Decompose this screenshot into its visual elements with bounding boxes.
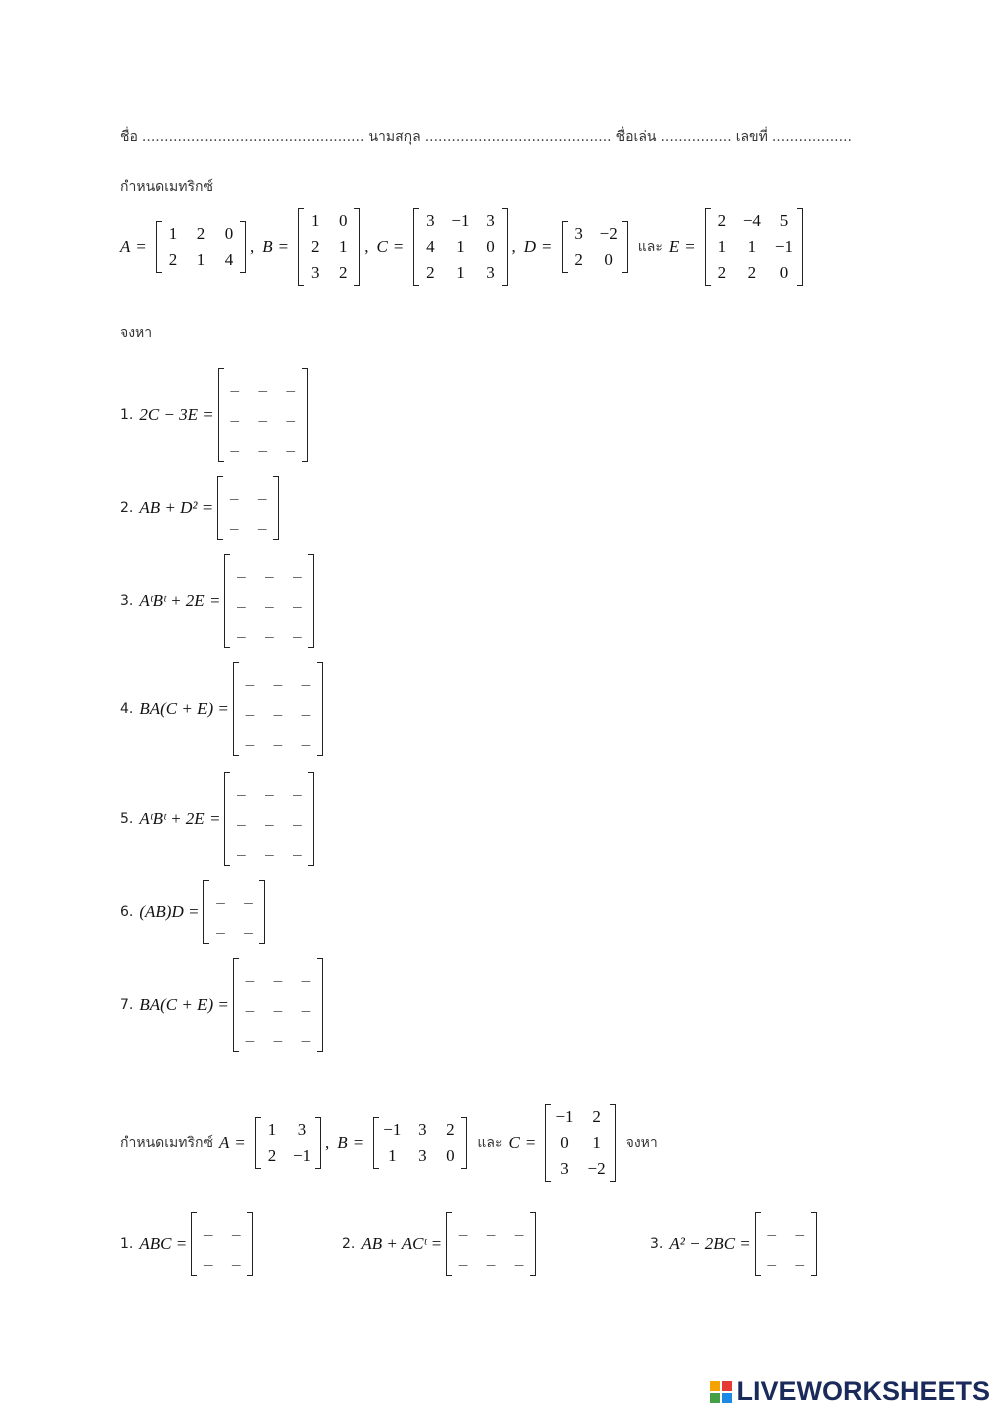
matrix-entry: 2 (338, 263, 348, 282)
answer-matrix[interactable] (233, 958, 323, 1052)
matrix-entry: 1 (338, 237, 348, 256)
answer-blank[interactable]: _ (293, 591, 302, 610)
surname-field[interactable]: .......................................... (424, 129, 612, 145)
matrix-entry: 1 (267, 1120, 277, 1139)
s2-question-1 (120, 1212, 257, 1276)
section2-definitions: กำหนดเมทริกซ์ A = 1 3 2 −1 , B = −1 3 2 1 3 0 และ C = −1 2 0 1 3 −2 จงหา (120, 1104, 658, 1182)
answer-blank[interactable]: _ (301, 669, 311, 688)
answer-blank[interactable]: _ (265, 779, 274, 798)
answer-blank[interactable]: _ (286, 435, 296, 454)
logo-square (722, 1393, 732, 1403)
matrix-entry: 1 (456, 263, 465, 282)
answer-matrix[interactable] (224, 772, 314, 866)
answer-blank[interactable]: _ (258, 405, 268, 424)
question-expression: 2C − 3E = (139, 405, 214, 424)
matrix-entry: 1 (310, 211, 320, 230)
matrix-entry: 0 (486, 237, 495, 256)
matrix-entry: 2 (717, 211, 727, 230)
answer-matrix[interactable] (446, 1212, 536, 1276)
answer-blank[interactable]: _ (293, 779, 302, 798)
section2-intro: กำหนดเมทริกซ์ (120, 1135, 213, 1151)
answer-blank[interactable]: _ (258, 375, 268, 394)
question-number: 1. (120, 407, 134, 423)
question-expression: BA(C + E) = (139, 699, 229, 718)
matrix-entry: 0 (446, 1146, 455, 1165)
matrix-entry: 1 (747, 237, 757, 256)
matrix-B2 (373, 1117, 467, 1169)
question-number: 2. (342, 1236, 356, 1252)
matrix-A (156, 221, 246, 273)
answer-blank[interactable]: _ (229, 483, 239, 502)
answer-blank[interactable]: _ (245, 965, 255, 984)
section2-find: จงหา (625, 1135, 658, 1151)
answer-blank[interactable]: _ (244, 917, 253, 936)
answer-matrix[interactable] (203, 880, 265, 944)
matrix-entry: 1 (456, 237, 465, 256)
answer-blank[interactable]: _ (245, 1025, 255, 1044)
question-expression: AB + D² = (139, 498, 214, 517)
matrix-E (705, 208, 803, 286)
logo-square (710, 1393, 720, 1403)
answer-matrix[interactable] (218, 368, 308, 462)
matrix-entry: 0 (779, 263, 789, 282)
matrix-entry: −2 (599, 224, 618, 243)
answer-blank[interactable]: _ (293, 839, 302, 858)
answer-blank[interactable]: _ (486, 1219, 496, 1238)
answer-blank[interactable]: _ (230, 435, 240, 454)
matrix-entry: 0 (604, 250, 613, 269)
answer-blank[interactable]: _ (237, 779, 246, 798)
matrix-entry: 0 (560, 1133, 569, 1152)
question-expression: (AB)D = (139, 902, 200, 921)
answer-blank[interactable]: _ (767, 1219, 777, 1238)
answer-blank[interactable]: _ (273, 995, 283, 1014)
answer-blank[interactable]: _ (273, 729, 283, 748)
answer-blank[interactable]: _ (458, 1219, 468, 1238)
question-6 (120, 880, 269, 944)
matrix-entry: 1 (592, 1133, 601, 1152)
matrix-entry: 2 (747, 263, 757, 282)
matrix-A2 (255, 1117, 321, 1169)
answer-blank[interactable]: _ (257, 483, 267, 502)
answer-blank[interactable]: _ (273, 965, 283, 984)
matrix-entry: 2 (717, 263, 727, 282)
liveworksheets-logo (710, 1376, 990, 1407)
logo-square (710, 1381, 720, 1391)
matrix-entry: −1 (383, 1120, 402, 1139)
question-number: 3. (120, 593, 134, 609)
matrix-entry: 3 (418, 1120, 427, 1139)
answer-blank[interactable]: _ (458, 1249, 468, 1268)
answer-blank[interactable]: _ (795, 1249, 805, 1268)
answer-blank[interactable]: _ (265, 561, 274, 580)
matrix-entry: 2 (310, 237, 320, 256)
answer-blank[interactable]: _ (301, 995, 311, 1014)
answer-matrix[interactable] (191, 1212, 253, 1276)
answer-blank[interactable]: _ (273, 669, 283, 688)
answer-blank[interactable]: _ (203, 1219, 213, 1238)
matrix-entry: 3 (426, 211, 435, 230)
answer-blank[interactable]: _ (286, 375, 296, 394)
question-number: 3. (650, 1236, 664, 1252)
matrix-entry: 2 (592, 1107, 601, 1126)
answer-blank[interactable]: _ (237, 809, 246, 828)
answer-blank[interactable]: _ (265, 809, 274, 828)
matrix-entry: 4 (426, 237, 435, 256)
matrix-entry: 3 (418, 1146, 427, 1165)
student-info-line (120, 126, 852, 148)
matrix-entry: 2 (446, 1120, 455, 1139)
answer-blank[interactable]: _ (286, 405, 296, 424)
answer-blank[interactable]: _ (237, 561, 246, 580)
answer-blank[interactable]: _ (245, 699, 255, 718)
and-word: และ (637, 239, 663, 255)
question-2 (120, 476, 283, 540)
s2-question-3 (650, 1212, 821, 1276)
nickname-label: ชื่อเล่น (615, 129, 657, 145)
matrix-C (413, 208, 507, 286)
answer-blank[interactable]: _ (230, 405, 240, 424)
question-number: 7. (120, 997, 134, 1013)
matrix-entry: 3 (486, 211, 495, 230)
matrix-entry: 2 (574, 250, 583, 269)
matrix-D (562, 221, 628, 273)
question-7 (120, 958, 327, 1052)
question-5 (120, 772, 318, 866)
question-1 (120, 368, 312, 462)
answer-matrix[interactable] (755, 1212, 817, 1276)
answer-blank[interactable]: _ (265, 839, 274, 858)
matrix-entry: 2 (196, 224, 206, 243)
matrix-entry: 1 (388, 1146, 397, 1165)
question-expression: ABC = (139, 1234, 188, 1253)
section1-definitions: A = 1 2 0 2 1 4 , B = 1 0 2 1 3 2 , C = 3 −1 3 4 1 0 2 1 3 , D = 3 −2 2 0 และ E = 2 −4 5 1 1 −1 2 2 0 (120, 208, 807, 286)
answer-blank[interactable]: _ (237, 839, 246, 858)
matrix-entry: 2 (426, 263, 435, 282)
answer-blank[interactable]: _ (514, 1219, 524, 1238)
section1-intro: กำหนดเมทริกซ์ (120, 179, 213, 195)
matrix-entry: 4 (224, 250, 234, 269)
matrix-entry: 3 (486, 263, 495, 282)
matrix-entry: −1 (555, 1107, 574, 1126)
surname-label: นามสกุล (368, 129, 421, 145)
logo-square (722, 1381, 732, 1391)
answer-blank[interactable]: _ (273, 1025, 283, 1044)
answer-blank[interactable]: _ (244, 887, 253, 906)
matrix-entry: 0 (338, 211, 348, 230)
matrix-C2 (545, 1104, 615, 1182)
answer-blank[interactable]: _ (258, 435, 268, 454)
matrix-entry: 1 (168, 224, 178, 243)
answer-blank[interactable]: _ (245, 729, 255, 748)
matrix-entry: 5 (779, 211, 789, 230)
question-expression: AB + ACᵗ = (361, 1234, 443, 1253)
answer-blank[interactable]: _ (795, 1219, 805, 1238)
answer-blank[interactable]: _ (257, 513, 267, 532)
matrix-entry: 3 (574, 224, 583, 243)
question-number: 1. (120, 1236, 134, 1252)
answer-blank[interactable]: _ (301, 729, 311, 748)
matrix-entry: 3 (310, 263, 320, 282)
answer-blank[interactable]: _ (237, 621, 246, 640)
answer-blank[interactable]: _ (216, 917, 225, 936)
matrix-entry: 2 (267, 1146, 277, 1165)
matrix-entry: 3 (297, 1120, 307, 1139)
answer-blank[interactable]: _ (293, 809, 302, 828)
matrix-entry: 1 (717, 237, 727, 256)
answer-blank[interactable]: _ (767, 1249, 777, 1268)
answer-blank[interactable]: _ (237, 591, 246, 610)
answer-matrix[interactable] (217, 476, 279, 540)
question-number: 4. (120, 701, 134, 717)
logo-text: LIVEWORKSHEETS (736, 1376, 990, 1406)
matrix-entry: −1 (292, 1146, 312, 1165)
answer-blank[interactable]: _ (245, 995, 255, 1014)
section1-find: จงหา (120, 325, 153, 341)
matrix-entry: 1 (196, 250, 206, 269)
s2-question-2 (342, 1212, 540, 1276)
answer-blank[interactable]: _ (245, 669, 255, 688)
answer-blank[interactable]: _ (514, 1249, 524, 1268)
matrix-entry: −1 (774, 237, 794, 256)
name-label: ชื่อ (120, 129, 138, 145)
number-label: เลขที่ (735, 129, 768, 145)
question-number: 2. (120, 500, 134, 516)
answer-blank[interactable]: _ (301, 1025, 311, 1044)
answer-blank[interactable]: _ (273, 699, 283, 718)
logo-squares-icon (710, 1381, 732, 1403)
question-expression: AᵗBᵗ + 2E = (139, 809, 221, 828)
question-expression: AᵗBᵗ + 2E = (139, 591, 221, 610)
answer-blank[interactable]: _ (486, 1249, 496, 1268)
answer-blank[interactable]: _ (216, 887, 225, 906)
answer-matrix[interactable] (224, 554, 314, 648)
answer-blank[interactable]: _ (231, 1219, 241, 1238)
question-expression: BA(C + E) = (139, 995, 229, 1014)
answer-blank[interactable]: _ (301, 699, 311, 718)
matrix-entry: −4 (742, 211, 761, 230)
answer-blank[interactable]: _ (265, 591, 274, 610)
answer-blank[interactable]: _ (293, 561, 302, 580)
answer-matrix[interactable] (233, 662, 323, 756)
and-word: และ (477, 1135, 503, 1151)
answer-blank[interactable]: _ (231, 1249, 241, 1268)
matrix-B (298, 208, 360, 286)
question-3 (120, 554, 318, 648)
answer-blank[interactable]: _ (203, 1249, 213, 1268)
answer-blank[interactable]: _ (293, 621, 302, 640)
nickname-field[interactable]: ................ (660, 129, 732, 145)
question-number: 6. (120, 904, 134, 920)
answer-blank[interactable]: _ (265, 621, 274, 640)
question-expression: A² − 2BC = (669, 1234, 751, 1253)
matrix-entry: −2 (587, 1159, 606, 1178)
question-number: 5. (120, 811, 134, 827)
matrix-entry: 2 (168, 250, 178, 269)
answer-blank[interactable]: _ (230, 375, 240, 394)
number-field[interactable]: .................. (771, 129, 852, 145)
matrix-entry: −1 (451, 211, 470, 230)
answer-blank[interactable]: _ (229, 513, 239, 532)
answer-blank[interactable]: _ (301, 965, 311, 984)
question-4 (120, 662, 327, 756)
matrix-entry: 0 (224, 224, 234, 243)
name-field[interactable]: .................................................. (141, 129, 365, 145)
matrix-entry: 3 (560, 1159, 569, 1178)
